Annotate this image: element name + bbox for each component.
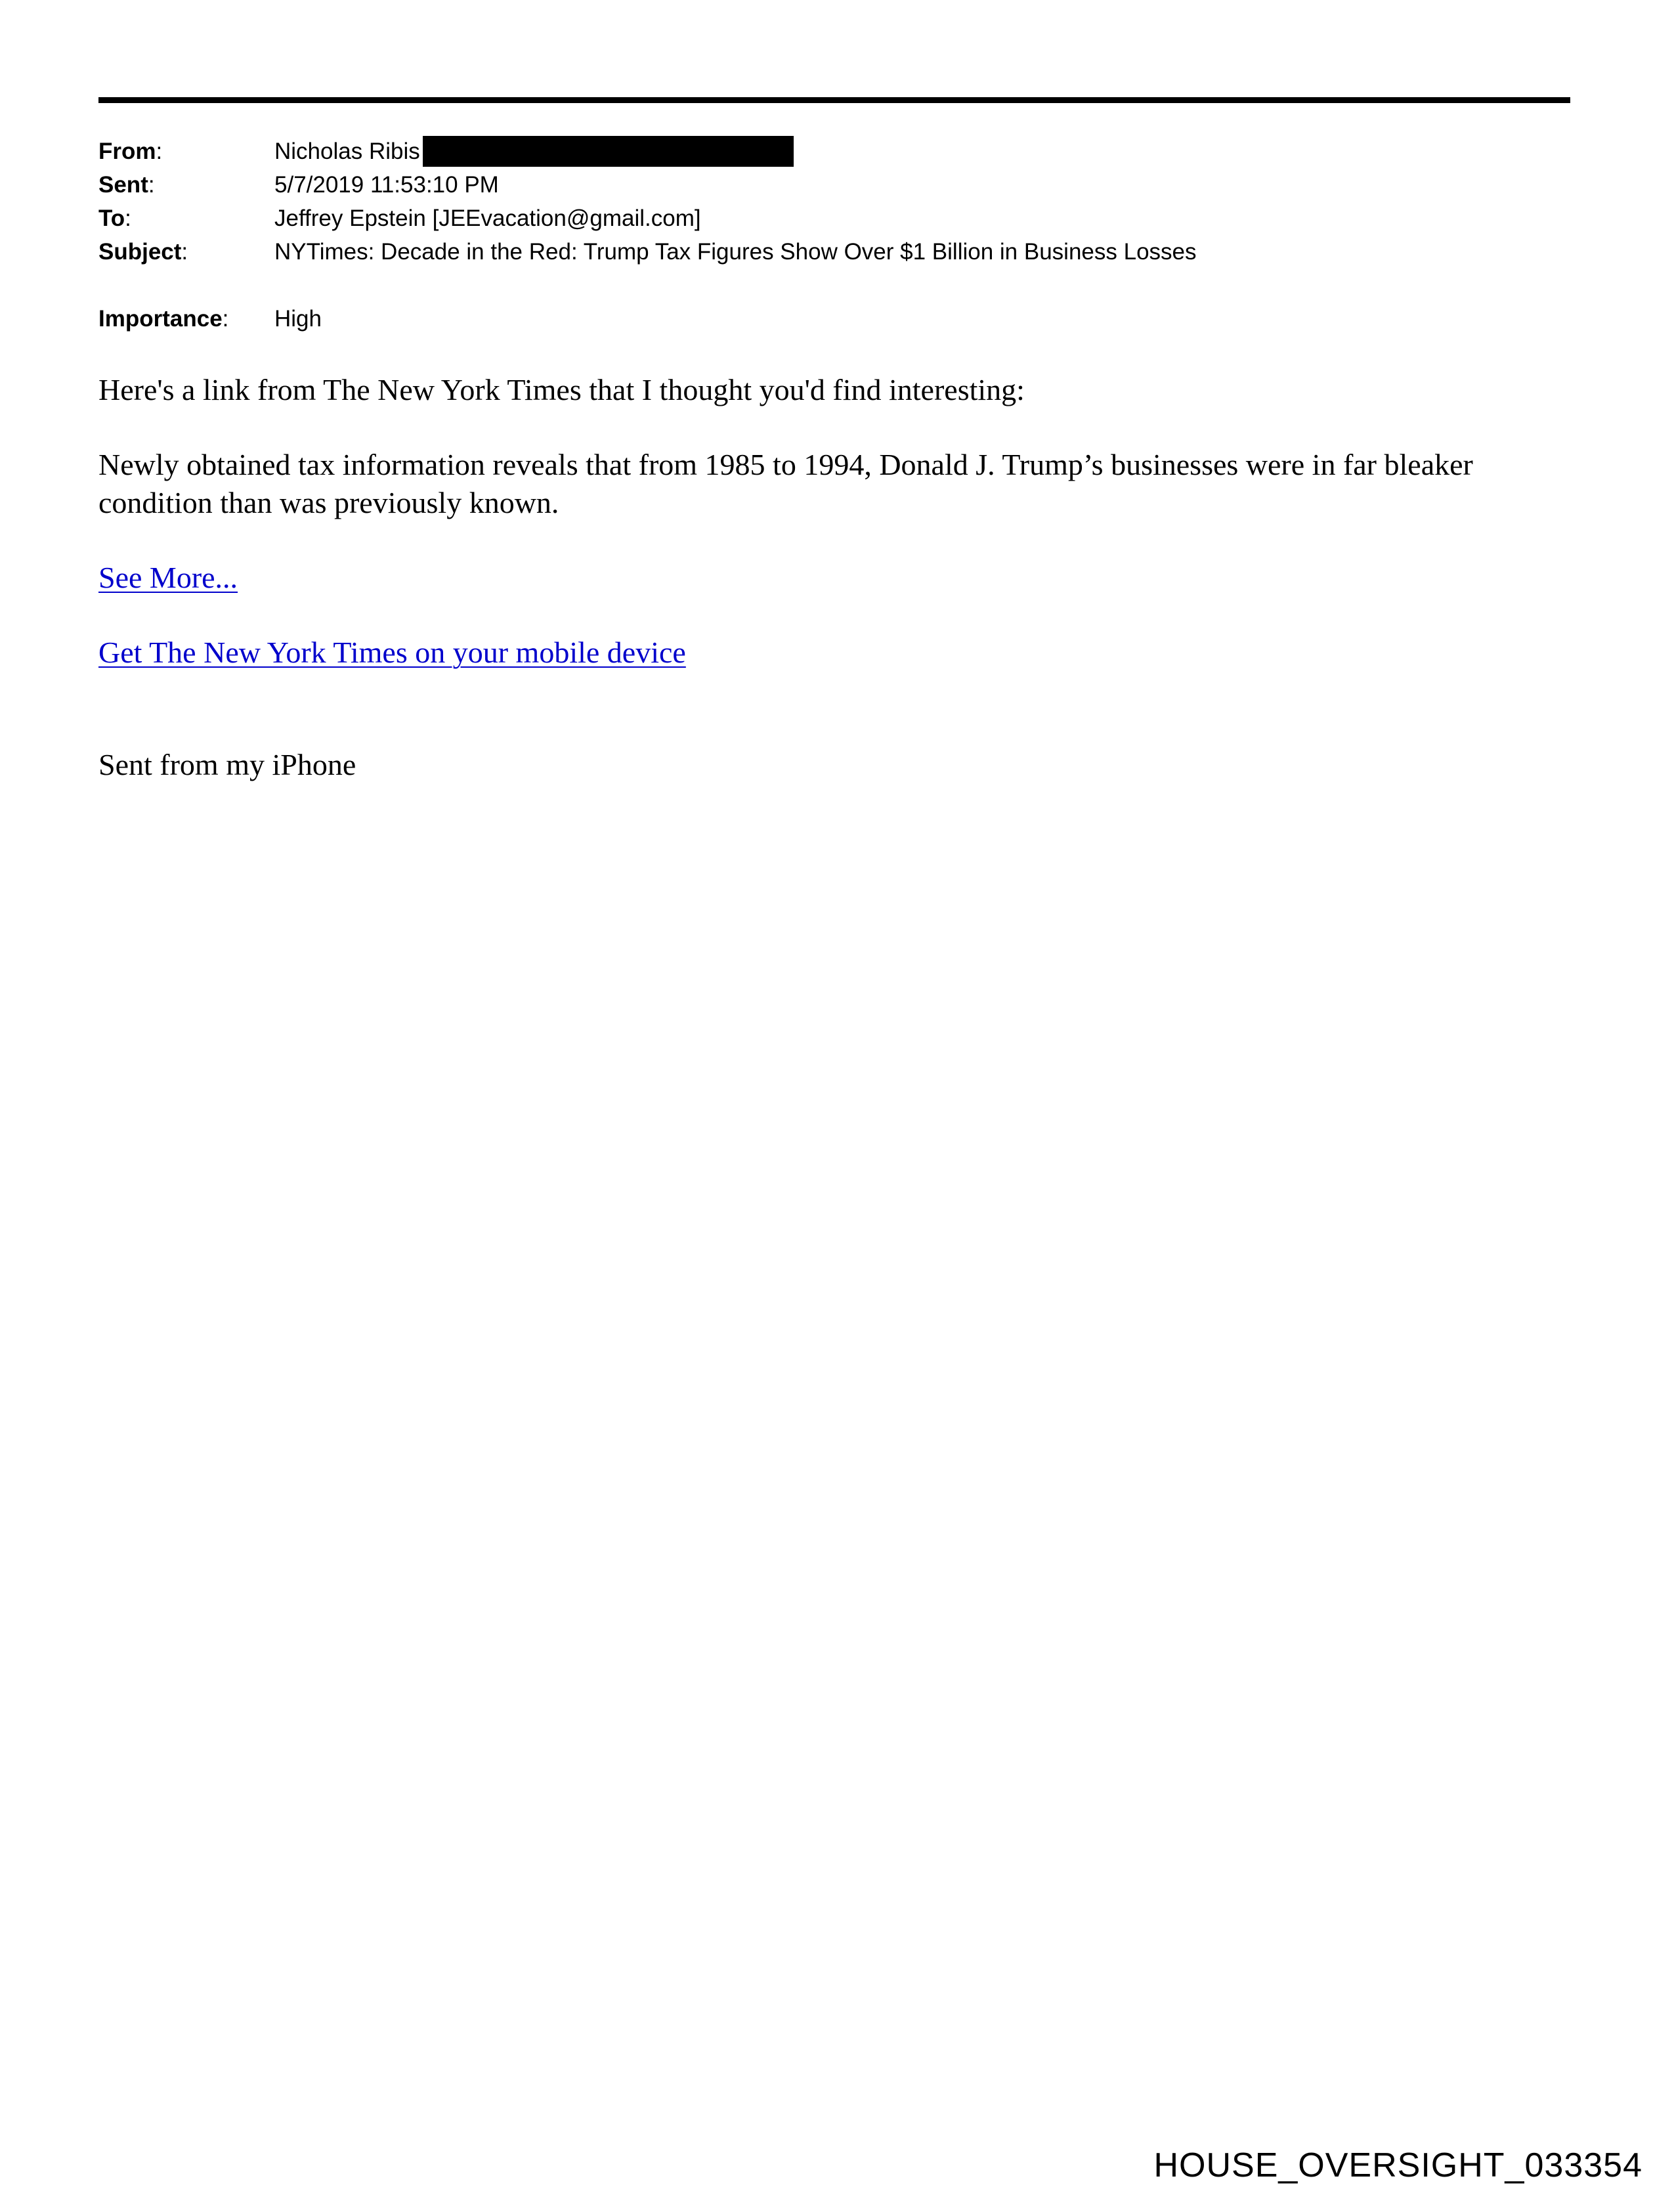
email-header — [98, 135, 1570, 336]
from-label: From — [98, 139, 156, 164]
subject-value: NYTimes: Decade in the Red: Trump Tax Figures Show Over $1 Billion in Business Losses — [274, 239, 1197, 265]
see-more-link[interactable]: See More... — [98, 561, 238, 594]
from-value: Nicholas Ribis — [274, 139, 420, 164]
sent-separator: : — [148, 172, 155, 198]
from-separator: : — [156, 139, 163, 164]
importance-value: High — [274, 306, 322, 332]
header-rule — [98, 97, 1570, 103]
subject-row — [98, 235, 1570, 269]
see-more-paragraph — [98, 559, 1570, 597]
to-row — [98, 202, 1570, 235]
importance-label: Importance — [98, 306, 223, 332]
sent-row — [98, 168, 1570, 202]
importance-row — [98, 302, 1570, 336]
intro-paragraph: Here's a link from The New York Times that I thought you'd find interesting: — [98, 373, 1025, 406]
mobile-paragraph — [98, 634, 1570, 672]
sent-label: Sent — [98, 172, 148, 198]
to-label: To — [98, 206, 125, 231]
document-id: HOUSE_OVERSIGHT_033354 — [1153, 2146, 1642, 2184]
subject-separator: : — [181, 239, 188, 265]
redaction-box — [423, 136, 794, 167]
importance-separator: : — [222, 306, 229, 332]
to-value: Jeffrey Epstein [JEEvacation@gmail.com] — [274, 206, 701, 231]
subject-label: Subject — [98, 239, 182, 265]
to-separator: : — [125, 206, 131, 231]
signature: Sent from my iPhone — [98, 748, 356, 781]
from-row — [98, 135, 1570, 168]
sent-value: 5/7/2019 11:53:10 PM — [274, 172, 499, 198]
article-summary: Newly obtained tax information reveals that from 1985 to 1994, Donald J. Trump’s businesses were in far bleaker condition than was previously known. — [98, 448, 1473, 519]
mobile-app-link[interactable]: Get The New York Times on your mobile device — [98, 636, 686, 669]
